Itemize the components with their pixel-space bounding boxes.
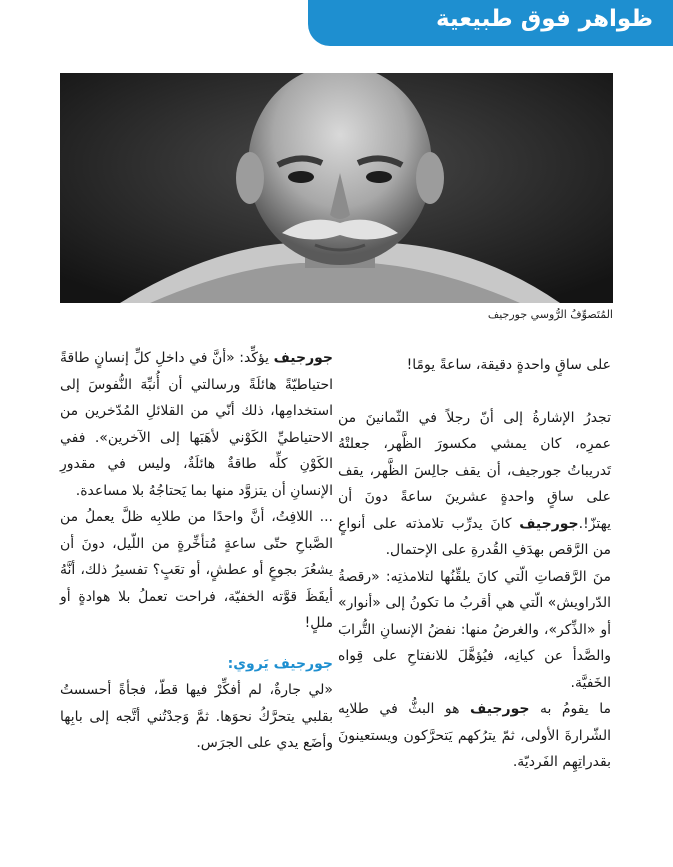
page-title: ظواهر فوق طبيعية	[435, 6, 653, 32]
portrait-image	[60, 73, 613, 303]
photo-caption: المُتَصوِّفُ الرُّوسي جورجيف	[487, 308, 613, 321]
paragraph-training: تجدرُ الإشارةُ إلى أنّ رجلاً في الثّمانينَ من عمرِه، كان يمشي مكسورَ الظَّهر، جعلتْهُ تَدريباتُ جورجيف، أن يقف جالِسَ الظَّهر، يقف على ساقٍ واحدةٍ عشرينَ ساعةً دونَ أن يهتزّ!.جورجيف كانَ يدرِّب تلامذته على أنواعٍ من الرَّقص بهدَفِ القُدرةِ على الإحتمال.	[338, 409, 611, 558]
subheading: جورجيف يَروي:	[227, 655, 333, 672]
name-highlight: جورجيف	[519, 515, 579, 532]
intro-line: على ساقٍ واحدةٍ دقيقة، ساعةً يومًا!	[406, 357, 611, 373]
header-banner	[308, 0, 673, 46]
paragraph-student: ... اللافِتُ، أنَّ واحدًا من طلابِه ظلَّ يعملُ من الصَّباحِ حتّى ساعةٍ مُتأخِّرةٍ من اللّيل، دونَ أن يشعُرَ بجوعٍ أو عطشٍ، أو تعَبٍ؟ تفسيرُ ذلك، أنَّهُ أيقَظَ قوَّته الخفيّة، فراحت تعملُ بلا هوادةٍ أو مللٍ!	[60, 509, 333, 631]
paragraph-energy: جورجيف يؤكِّد: «أنَّ في داخلِ كلِّ إنسانٍ طاقةً احتياطيّةً هائلَةً ورسالتي أن أُنبِّهَ النُّفوسَ إلى استخدامِها، ذلك أنّي من القلائلِ المُدّخرين من الاحتياطيِّ الكَوْني لأهَبَها إلى الآخرين». ففي الكَوْنِ كلِّه طاقةٌ هائلَةٌ، وليس في مقدورِ الإنسانِ أن يتزوَّد منها بما يَحتاجُهُ بلا مساعدة.	[60, 350, 333, 499]
right-column	[338, 352, 611, 776]
name-highlight: جورجيف	[470, 701, 530, 717]
left-column	[60, 345, 333, 757]
name-highlight: جورجيف	[273, 350, 333, 366]
paragraph-neighbor: «لي جارةٌ، لم أفكِّرْ فيها قطّ، فجأةً أحسستُ بقلبي يتحرَّكُ نحوَها. ثمَّ وَجدْتُني أتَّجه إلى بابِها وأضَع يدي على الجرَس.	[60, 682, 333, 751]
paragraph-dances: منَ الرَّقصاتِ الّتي كانَ يلقِّنُها لتلامذتِه: «رقصةُ الدّراويش» الّتي هي أقربُ ما تكونُ إلى «أنوار» أو «الذِّكر»، والغرضُ منها: نفضُ الإنسانِ التُّرابَ والصَّدأ عن كيانِه، فيُؤهَّلَ للانفتاحِ على قِواه الخَفيَّة.	[338, 568, 611, 691]
paragraph-spark: ما يقومُ به جورجيف هو البثُّ في طلابِه الشّرارةَ الأولى، ثمّ يترُكهم يَتحرَّكون ويستعينونَ بقدراتِهِم الفَرديّة.	[338, 701, 611, 770]
portrait-photo	[60, 73, 613, 303]
